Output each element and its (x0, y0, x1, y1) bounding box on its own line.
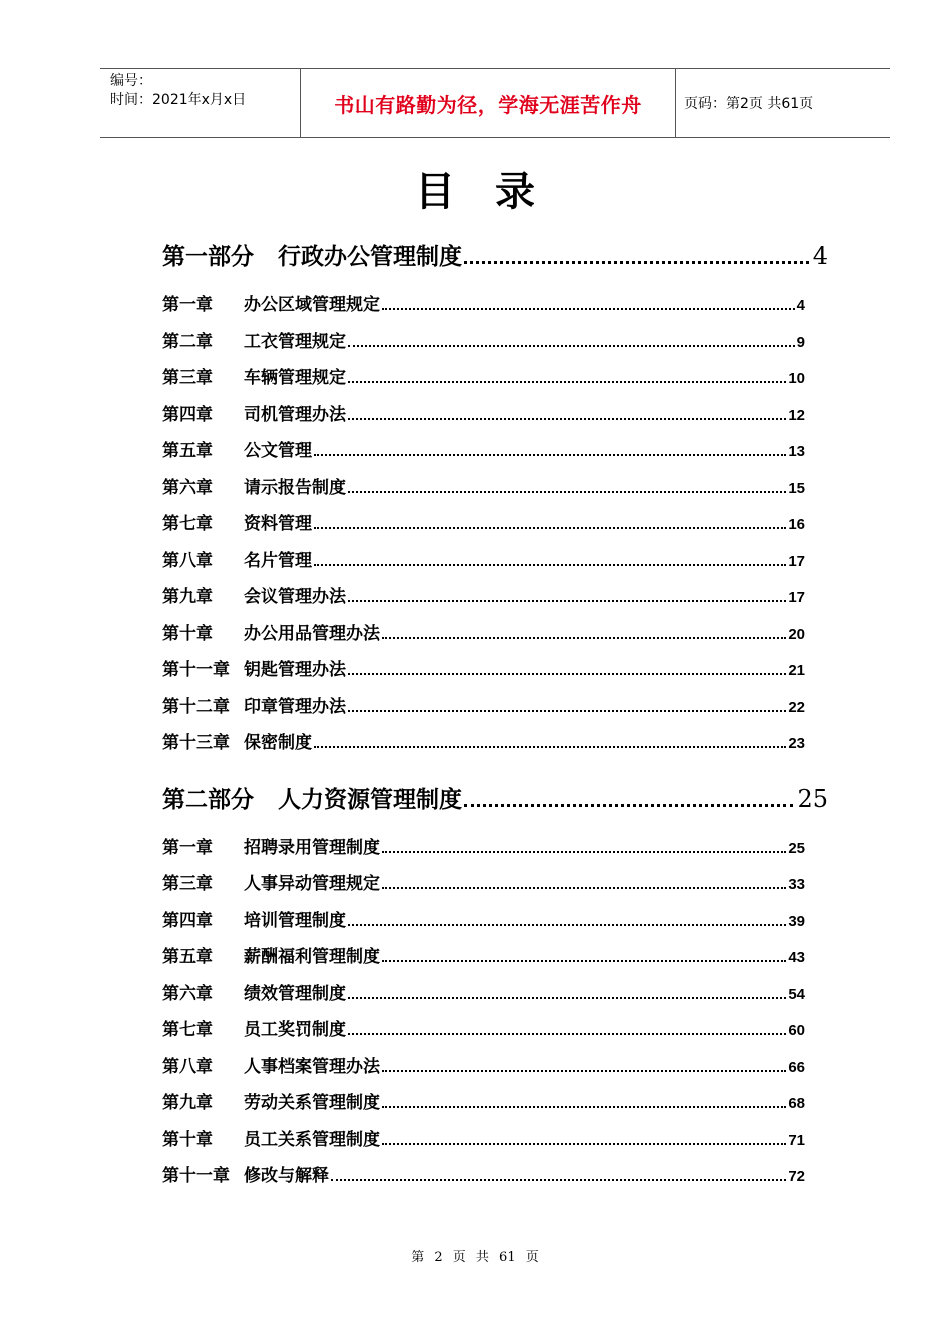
toc-chapter-entry (162, 979, 805, 1016)
chapter-title: 工衣管理规定 (244, 331, 346, 352)
chapter-page-number: 17 (788, 589, 805, 606)
chapter-title: 公文管理 (244, 441, 312, 461)
page-info: 页码：第2页 共61页 (684, 96, 814, 112)
chapter-label: 第一章 (162, 837, 213, 858)
toc-chapter-entry (162, 400, 805, 437)
chapter-label: 第三章 (162, 368, 213, 388)
toc-chapter-entry (162, 728, 805, 765)
header-page-cell (676, 69, 890, 137)
dot-leader (348, 1032, 786, 1035)
toc-chapter-entry (162, 833, 805, 870)
chapter-label: 第四章 (162, 910, 213, 931)
chapter-title: 资料管理 (244, 514, 312, 534)
dot-leader (464, 260, 809, 264)
chapter-page-number: 17 (788, 552, 805, 570)
toc-chapter-entry (162, 1088, 805, 1125)
toc-part-entry (162, 781, 828, 827)
dot-leader (314, 563, 786, 566)
dot-leader (464, 803, 793, 807)
dot-leader (314, 453, 786, 456)
chapter-title: 车辆管理规定 (244, 368, 346, 388)
dot-leader (382, 636, 786, 639)
number-label: 编号： (110, 73, 152, 89)
dot-leader (382, 886, 786, 889)
chapter-page-number: 39 (788, 912, 805, 930)
chapter-page-number: 54 (788, 985, 805, 1003)
toc-part-entry (162, 238, 828, 284)
page-footer: 第 2 页 共 61 页 (411, 1250, 539, 1265)
toc-chapter-entry (162, 327, 805, 364)
dot-leader (348, 599, 786, 602)
chapter-page-number: 16 (788, 516, 805, 533)
chapter-label: 第二章 (162, 331, 213, 352)
chapter-page-number: 4 (796, 297, 805, 314)
toc-chapter-entry (162, 619, 805, 656)
chapter-page-number: 10 (788, 370, 805, 387)
toc-chapter-entry (162, 655, 805, 692)
part-title: 人力资源管理制度 (278, 786, 462, 813)
chapter-title: 人事异动管理规定 (244, 874, 380, 894)
toc-chapter-entry (162, 942, 805, 979)
chapter-title: 招聘录用管理制度 (244, 837, 380, 858)
chapter-title: 修改与解释 (244, 1166, 329, 1186)
dot-leader (348, 344, 795, 347)
toc-chapter-entry (162, 509, 805, 546)
chapter-title: 司机管理办法 (244, 404, 346, 425)
chapter-label: 第十三章 (162, 733, 230, 753)
toc-chapter-entry (162, 1161, 805, 1198)
chapter-page-number: 43 (788, 949, 805, 966)
chapter-label: 第十章 (162, 1129, 213, 1150)
chapter-page-number: 13 (788, 443, 805, 460)
header-motto-cell (301, 69, 676, 137)
toc-chapter-entry (162, 869, 805, 906)
chapter-label: 第十二章 (162, 696, 230, 717)
chapter-label: 第九章 (162, 1093, 213, 1113)
dot-leader (314, 526, 786, 529)
toc-chapter-entry (162, 692, 805, 729)
part-page-number: 25 (797, 784, 828, 813)
chapter-label: 第十一章 (162, 660, 230, 680)
chapter-title: 劳动关系管理制度 (244, 1093, 380, 1113)
chapter-page-number: 72 (788, 1168, 805, 1185)
chapter-page-number: 60 (788, 1022, 805, 1039)
chapter-label: 第八章 (162, 1056, 213, 1077)
toc-chapter-entry (162, 582, 805, 619)
part-label: 第一部分 (162, 244, 254, 270)
chapter-label: 第九章 (162, 587, 213, 607)
chapter-label: 第八章 (162, 550, 213, 571)
chapter-title: 办公区域管理规定 (244, 295, 380, 315)
chapter-title: 请示报告制度 (244, 477, 346, 498)
chapter-page-number: 22 (788, 698, 805, 716)
dot-leader (348, 672, 786, 675)
toc-chapter-entry (162, 546, 805, 583)
dot-leader (382, 1069, 786, 1072)
chapter-page-number: 12 (788, 406, 805, 424)
dot-leader (331, 1178, 786, 1181)
chapter-title: 培训管理制度 (244, 910, 346, 931)
chapter-title: 保密制度 (244, 733, 312, 753)
dot-leader (382, 1105, 786, 1108)
chapter-label: 第五章 (162, 947, 213, 967)
chapter-page-number: 33 (788, 876, 805, 893)
chapter-page-number: 25 (788, 839, 805, 857)
page-header (100, 68, 890, 138)
part-title: 行政办公管理制度 (278, 244, 462, 270)
chapter-title: 会议管理办法 (244, 587, 346, 607)
chapter-label: 第七章 (162, 514, 213, 534)
chapter-label: 第五章 (162, 441, 213, 461)
toc-chapter-entry (162, 363, 805, 400)
chapter-page-number: 21 (788, 662, 805, 679)
time-label: 时间：2021年x月x日 (110, 92, 247, 108)
chapter-title: 员工奖罚制度 (244, 1020, 346, 1040)
toc-chapter-entry (162, 290, 805, 327)
toc-chapter-entry (162, 1125, 805, 1162)
chapter-label: 第四章 (162, 404, 213, 425)
chapter-page-number: 71 (788, 1131, 805, 1149)
page-title: 目录 (415, 169, 575, 215)
chapter-title: 印章管理办法 (244, 696, 346, 717)
motto-text: 书山有路勤为径，学海无涯苦作舟 (334, 92, 642, 117)
dot-leader (382, 1142, 786, 1145)
chapter-label: 第三章 (162, 874, 213, 894)
chapter-label: 第七章 (162, 1020, 213, 1040)
part-label: 第二部分 (162, 786, 254, 813)
chapter-title: 人事档案管理办法 (244, 1056, 380, 1077)
chapter-title: 薪酬福利管理制度 (244, 947, 380, 967)
part-page-number: 4 (812, 242, 828, 270)
dot-leader (348, 996, 786, 999)
toc-chapter-entry (162, 1052, 805, 1089)
table-of-contents (162, 238, 828, 1198)
chapter-label: 第一章 (162, 295, 213, 315)
chapter-page-number: 20 (788, 625, 805, 643)
dot-leader (348, 923, 786, 926)
dot-leader (382, 850, 786, 853)
dot-leader (348, 417, 786, 420)
chapter-page-number: 23 (788, 735, 805, 752)
chapter-label: 第六章 (162, 983, 213, 1004)
chapter-page-number: 68 (788, 1095, 805, 1112)
toc-chapter-entry (162, 906, 805, 943)
dot-leader (382, 959, 786, 962)
chapter-label: 第六章 (162, 477, 213, 498)
chapter-label: 第十一章 (162, 1166, 230, 1186)
chapter-page-number: 15 (788, 479, 805, 497)
dot-leader (382, 307, 795, 310)
dot-leader (314, 745, 786, 748)
dot-leader (348, 490, 786, 493)
chapter-title: 绩效管理制度 (244, 983, 346, 1004)
chapter-label: 第十章 (162, 623, 213, 644)
chapter-page-number: 66 (788, 1058, 805, 1076)
chapter-title: 名片管理 (244, 550, 312, 571)
dot-leader (348, 709, 786, 712)
chapter-title: 办公用品管理办法 (244, 623, 380, 644)
chapter-title: 钥匙管理办法 (244, 660, 346, 680)
chapter-page-number: 9 (796, 333, 805, 351)
toc-chapter-entry (162, 436, 805, 473)
toc-chapter-entry (162, 1015, 805, 1052)
toc-chapter-entry (162, 473, 805, 510)
chapter-title: 员工关系管理制度 (244, 1129, 380, 1150)
header-meta-cell (100, 69, 301, 137)
dot-leader (348, 380, 786, 383)
